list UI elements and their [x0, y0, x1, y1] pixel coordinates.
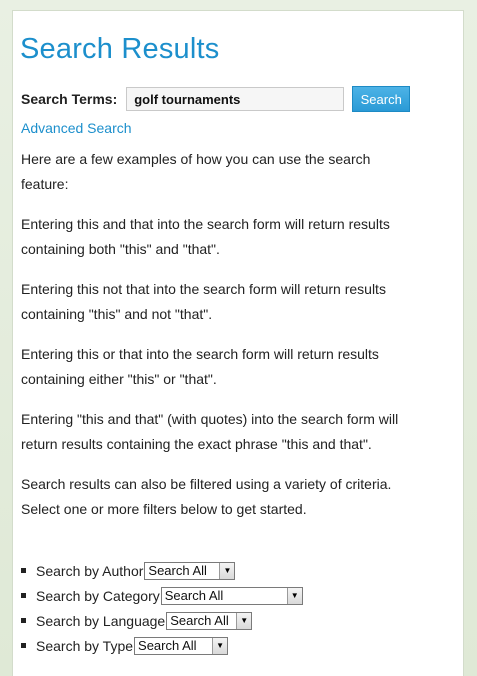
filter-author	[21, 558, 303, 583]
select-value: Search All	[170, 612, 229, 628]
select-value: Search All	[164, 587, 224, 603]
filter-label: Search by Category	[36, 587, 160, 604]
dropdown-arrow-icon: ▼	[236, 613, 251, 629]
dropdown-arrow-icon: ▼	[287, 588, 302, 604]
filter-list	[21, 558, 303, 658]
language-select[interactable]	[166, 612, 252, 630]
type-select[interactable]	[134, 637, 228, 655]
help-paragraph: Entering this and that into the search form will return results containing both "this" and "that".	[21, 216, 390, 257]
help-paragraph: Search results can also be filtered using a variety of criteria. Select one or more filters below to get started.	[21, 476, 392, 517]
page-title: Search Results	[20, 33, 220, 65]
search-form	[21, 86, 410, 112]
bullet-icon	[21, 568, 26, 573]
filter-label: Search by Author	[36, 562, 144, 579]
category-select[interactable]	[161, 587, 303, 605]
bullet-icon	[21, 618, 26, 623]
search-button[interactable]: Search	[352, 86, 410, 112]
bullet-icon	[21, 593, 26, 598]
bullet-icon	[21, 643, 26, 648]
help-paragraph: Entering this or that into the search form will return results containing either "this" or "that".	[21, 346, 379, 387]
search-terms-label: Search Terms:	[21, 91, 118, 107]
filter-language	[21, 608, 303, 633]
filter-label: Search by Language	[36, 612, 166, 629]
advanced-search-link[interactable]: Advanced Search	[21, 120, 132, 136]
dropdown-arrow-icon: ▼	[219, 563, 234, 579]
filter-category	[21, 583, 303, 608]
author-select[interactable]	[144, 562, 235, 580]
help-paragraph: Entering this not that into the search form will return results containing "this" and not "that".	[21, 281, 386, 322]
help-paragraph: Entering "this and that" (with quotes) into the search form will return results containing the exact phrase "this and that".	[21, 411, 399, 452]
select-value: Search All	[148, 562, 207, 578]
filter-label: Search by Type	[36, 637, 134, 654]
help-paragraph: Here are a few examples of how you can use the search feature:	[21, 151, 371, 192]
dropdown-arrow-icon: ▼	[212, 638, 227, 654]
filter-type	[21, 633, 303, 658]
select-value: Search All	[138, 637, 197, 653]
search-input[interactable]	[126, 87, 344, 111]
search-help-text	[21, 147, 431, 537]
